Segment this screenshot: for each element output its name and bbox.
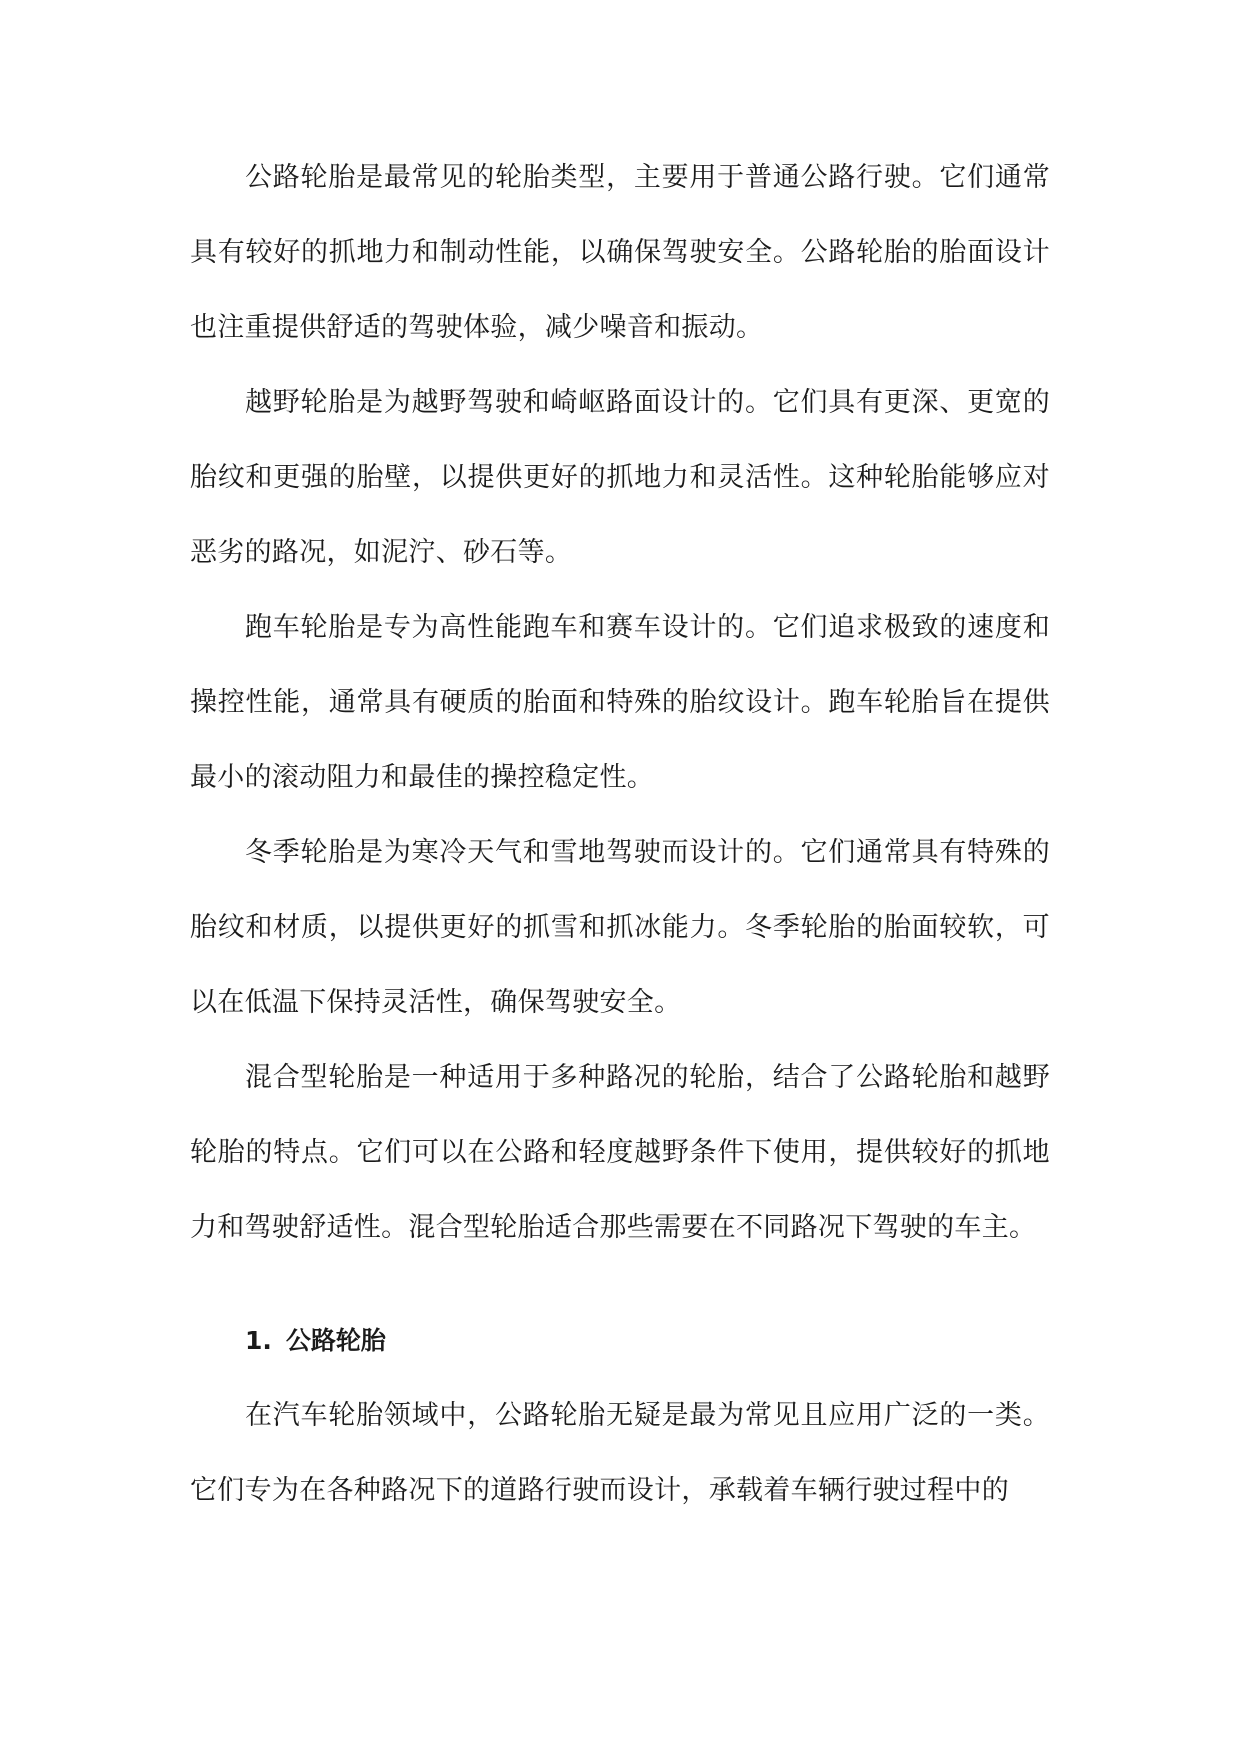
section-number: 1. [245,1326,272,1355]
paragraph-winter-tires: 冬季轮胎是为寒冷天气和雪地驾驶而设计的。它们通常具有特殊的胎纹和材质，以提供更好的抓雪和抓冰能力。冬季轮胎的胎面较软，可以在低温下保持灵活性，确保驾驶安全。 [190,837,1050,1018]
paragraph-offroad-tires: 越野轮胎是为越野驾驶和崎岖路面设计的。它们具有更深、更宽的胎纹和更强的胎壁，以提供更好的抓地力和灵活性。这种轮胎能够应对恶劣的路况，如泥泞、砂石等。 [190,387,1050,568]
paragraph-hybrid-tires: 混合型轮胎是一种适用于多种路况的轮胎，结合了公路轮胎和越野轮胎的特点。它们可以在公路和轻度越野条件下使用，提供较好的抓地力和驾驶舒适性。混合型轮胎适合那些需要在不同路况下驾驶的车主。 [190,1062,1050,1243]
paragraph-road-tires: 公路轮胎是最常见的轮胎类型，主要用于普通公路行驶。它们通常具有较好的抓地力和制动性能，以确保驾驶安全。公路轮胎的胎面设计也注重提供舒适的驾驶体验，减少噪音和振动。 [190,162,1050,343]
paragraph-sports-tires: 跑车轮胎是专为高性能跑车和赛车设计的。它们追求极致的速度和操控性能，通常具有硬质的胎面和特殊的胎纹设计。跑车轮胎旨在提供最小的滚动阻力和最佳的操控稳定性。 [190,612,1050,793]
section-paragraph: 在汽车轮胎领域中，公路轮胎无疑是最为常见且应用广泛的一类。它们专为在各种路况下的道路行驶而设计，承载着车辆行驶过程中的 [190,1400,1050,1506]
section-title: 公路轮胎 [285,1326,386,1355]
section-heading [190,1303,1050,1378]
document-body [190,140,1050,1528]
